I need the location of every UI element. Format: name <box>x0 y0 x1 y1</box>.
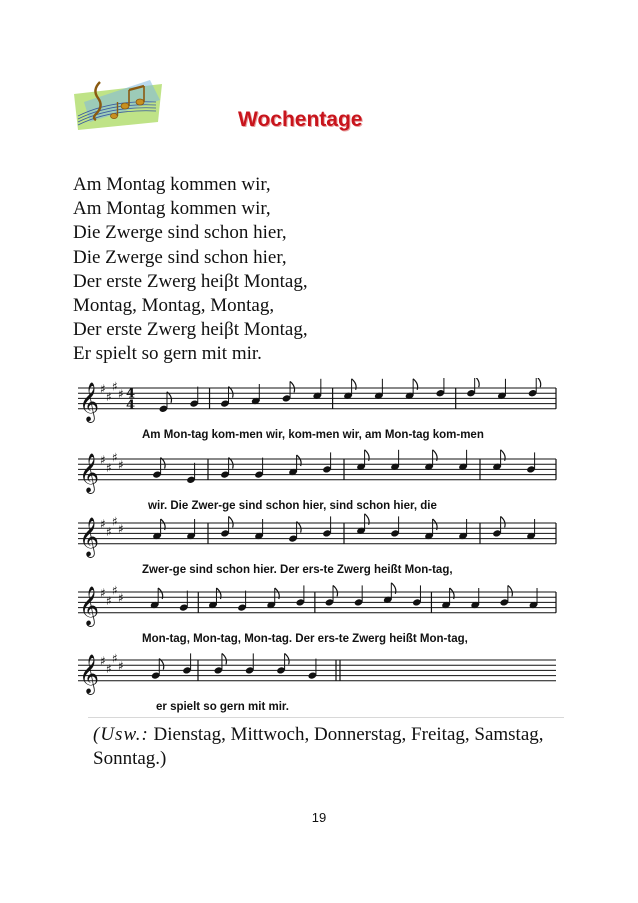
svg-text:♯: ♯ <box>106 661 112 676</box>
svg-text:♯: ♯ <box>106 593 112 608</box>
svg-text:♯: ♯ <box>100 517 106 531</box>
svg-text:♯: ♯ <box>100 586 106 600</box>
score-system-5 <box>78 650 558 722</box>
score-lyric: Am Mon-tag kom-men wir, kom-men wir, am Mon-tag kom-men <box>142 429 484 441</box>
score-system-2 <box>78 449 558 521</box>
score-system-4 <box>78 582 558 654</box>
svg-text:♯: ♯ <box>100 453 106 467</box>
svg-text:♯: ♯ <box>118 659 124 674</box>
svg-text:𝄞: 𝄞 <box>79 653 100 694</box>
song-lyrics <box>73 173 308 367</box>
svg-text:♯: ♯ <box>118 591 124 606</box>
music-staff-icon <box>78 582 558 632</box>
music-staff-icon <box>78 650 558 700</box>
svg-text:♯: ♯ <box>112 450 118 465</box>
svg-text:♯: ♯ <box>118 458 124 473</box>
lyric-line: Montag, Montag, Montag, <box>73 295 275 317</box>
svg-text:𝄞: 𝄞 <box>79 585 100 626</box>
score-lyric: Mon-tag, Mon-tag, Mon-tag. Der ers-te Zwerg heißt Mon-tag, <box>142 633 468 645</box>
lyric-line: Am Montag kommen wir, <box>73 174 271 195</box>
svg-text:4: 4 <box>126 386 136 402</box>
svg-text:♯: ♯ <box>118 387 124 402</box>
lyric-line: Am Montag kommen wir, <box>73 198 271 220</box>
score-system-3 <box>78 513 558 585</box>
svg-text:𝄞: 𝄞 <box>79 516 100 557</box>
svg-text:♯: ♯ <box>118 522 124 537</box>
score-lyric: wir. Die Zwer-ge sind schon hier, sind schon hier, die <box>148 500 437 512</box>
svg-text:♯: ♯ <box>112 583 118 598</box>
svg-text:♯: ♯ <box>106 524 112 539</box>
footnote <box>93 723 563 771</box>
lyric-line: Der erste Zwerg heiβt Montag, <box>73 270 308 292</box>
music-staff-icon <box>78 513 558 563</box>
lyric-line: Der erste Zwerg heiβt Montag, <box>73 319 308 341</box>
svg-text:♯: ♯ <box>112 379 118 394</box>
music-staff-icon <box>78 449 558 499</box>
svg-text:𝄞: 𝄞 <box>79 452 100 493</box>
page-title: Wochentage <box>238 108 363 131</box>
score-system-1 <box>78 378 558 450</box>
svg-text:♯: ♯ <box>100 382 106 396</box>
music-staff-icon <box>78 378 558 428</box>
svg-text:𝄞: 𝄞 <box>79 381 100 422</box>
svg-text:♯: ♯ <box>106 389 112 404</box>
score-lyric: er spielt so gern mit mir. <box>156 701 289 713</box>
lyric-line: Die Zwerge sind schon hier, <box>73 222 287 244</box>
score-lyric: Zwer-ge sind schon hier. Der ers-te Zwerg heißt Mon-tag, <box>142 564 453 576</box>
footnote-text: Dienstag, Mittwoch, Donnerstag, Freitag, Samstag, Sonntag.) <box>93 724 544 769</box>
footnote-usw: (Usw.: <box>93 724 149 745</box>
lyric-line: Er spielt so gern mit mir. <box>73 343 262 365</box>
divider <box>88 717 564 718</box>
svg-text:♯: ♯ <box>112 514 118 529</box>
lyric-line: Die Zwerge sind schon hier, <box>73 246 287 268</box>
svg-text:♯: ♯ <box>112 651 118 666</box>
page-number: 19 <box>311 810 327 825</box>
svg-text:♯: ♯ <box>100 654 106 668</box>
svg-text:♯: ♯ <box>106 460 112 475</box>
music-notes-logo-icon <box>70 72 166 134</box>
svg-text:4: 4 <box>126 397 136 413</box>
